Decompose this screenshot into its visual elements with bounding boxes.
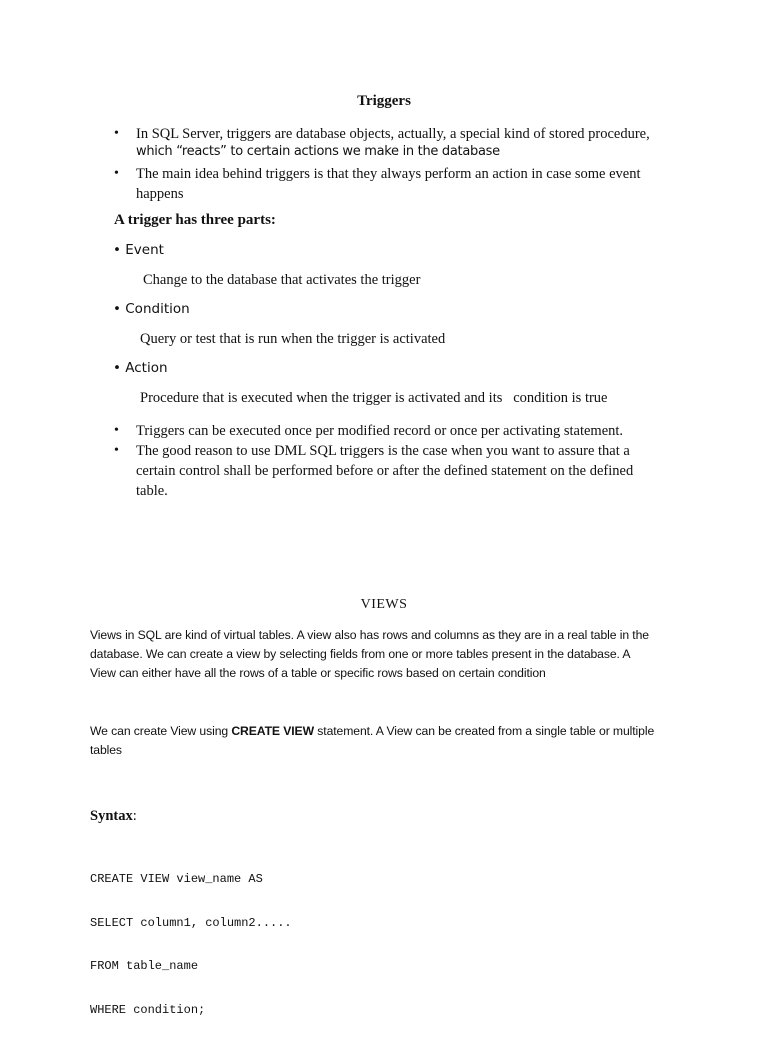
bullet-marker: • <box>114 126 119 141</box>
syntax-colon: : <box>132 808 137 824</box>
paragraph-line: Views in SQL are kind of virtual tables. A view also has rows and columns as they are in a real table in the <box>90 628 649 642</box>
paragraph-text: We can create View using <box>90 724 232 738</box>
bullet-text-line: The good reason to use DML SQL triggers is the case when you want to assure that a <box>136 443 630 459</box>
code-line: FROM table_name <box>90 959 199 973</box>
bullet-text-line: The main idea behind triggers is that they always perform an action in case some event <box>136 166 641 182</box>
paragraph-line: View can either have all the rows of a table or specific rows based on certain condition <box>90 666 546 680</box>
part-label-action: • Action <box>113 360 168 376</box>
code-line: SELECT column1, column2..... <box>90 915 292 930</box>
part-label-condition: • Condition <box>113 301 190 317</box>
triggers-title: Triggers <box>357 93 411 109</box>
syntax-label <box>90 808 137 825</box>
create-view-keyword: CREATE VIEW <box>231 724 314 738</box>
code-line: CREATE VIEW view_name AS <box>90 872 263 886</box>
paragraph-text: statement. A View can be created from a single table or multiple <box>314 724 655 738</box>
paragraph-line <box>90 722 690 741</box>
bullet-marker: • <box>114 443 119 458</box>
part-label-event: • Event <box>113 242 164 258</box>
views-title: VIEWS <box>360 597 408 612</box>
bullet-marker: • <box>114 166 119 181</box>
part-description-action: Procedure that is executed when the trigger is activated and its condition is true <box>140 390 608 406</box>
parts-heading: A trigger has three parts: <box>114 212 276 228</box>
sql-code-block <box>90 843 292 1046</box>
code-line: WHERE condition; <box>90 1002 206 1017</box>
paragraph-line: tables <box>90 743 122 757</box>
part-description-condition: Query or test that is run when the trigger is activated <box>140 331 446 347</box>
bullet-text-line: table. <box>136 483 168 499</box>
bullet-marker: • <box>114 423 119 438</box>
paragraph-line: database. We can create a view by selecting fields from one or more tables present in the database. A <box>90 647 631 661</box>
part-description-event: Change to the database that activates the trigger <box>143 272 421 288</box>
syntax-label-text: Syntax <box>90 808 133 824</box>
bullet-text-line: Triggers can be executed once per modified record or once per activating statement. <box>136 423 624 439</box>
bullet-text-line: In SQL Server, triggers are database objects, actually, a special kind of stored procedure, <box>136 126 650 142</box>
bullet-text-line: which “reacts” to certain actions we make in the database <box>136 144 500 159</box>
bullet-text-line: certain control shall be performed before or after the defined statement on the defined <box>136 463 634 479</box>
bullet-text-line: happens <box>136 186 184 202</box>
